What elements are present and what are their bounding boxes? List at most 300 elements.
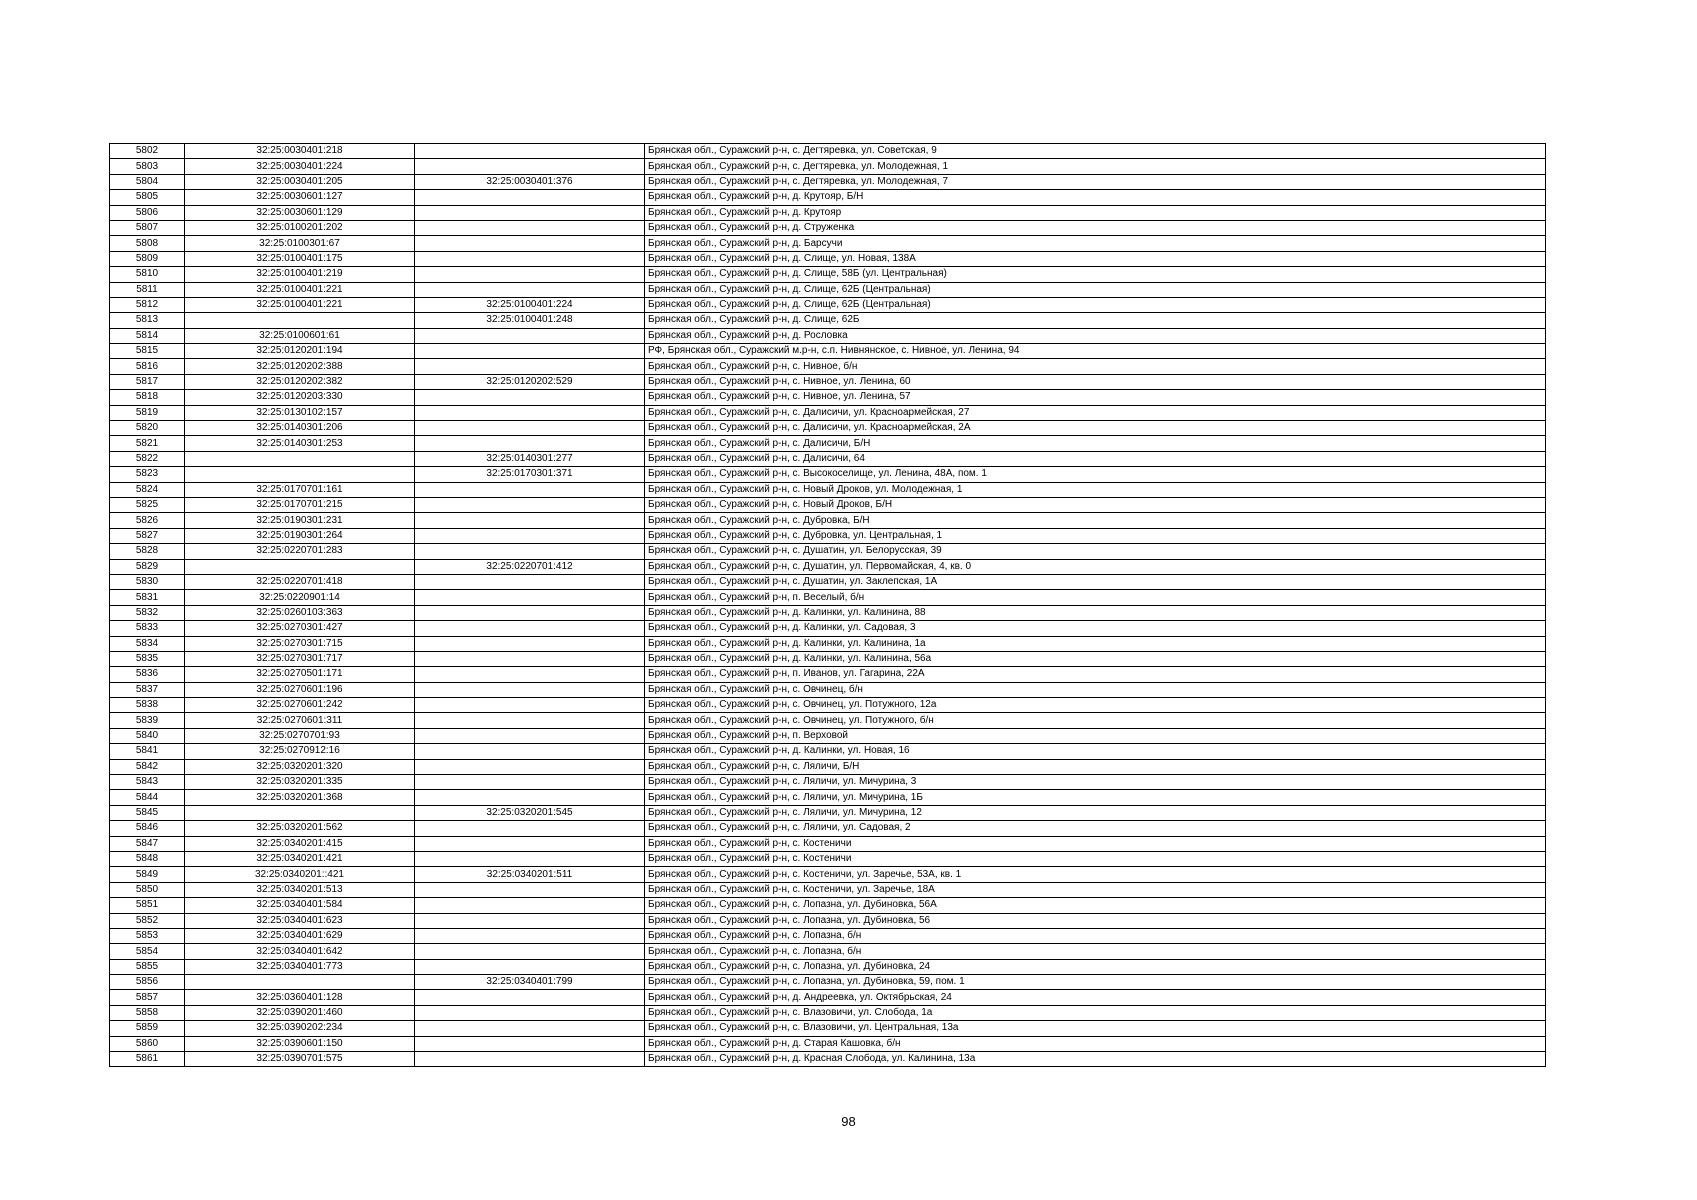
address-cell: Брянская обл., Суражский р-н, д. Крутояр, Б/Н xyxy=(645,190,1546,205)
table-row xyxy=(110,451,1546,466)
secondary-cadastral-number-cell xyxy=(415,482,645,497)
row-number-cell: 5820 xyxy=(110,421,185,436)
row-number-cell: 5846 xyxy=(110,821,185,836)
address-cell: Брянская обл., Суражский р-н, д. Калинки, ул. Калинина, 56а xyxy=(645,651,1546,666)
table-row xyxy=(110,1005,1546,1020)
address-cell: Брянская обл., Суражский р-н, с. Дубровка, Б/Н xyxy=(645,513,1546,528)
table-row xyxy=(110,390,1546,405)
address-cell: Брянская обл., Суражский р-н, с. Лопазна, ул. Дубиновка, 59, пом. 1 xyxy=(645,975,1546,990)
secondary-cadastral-number-cell xyxy=(415,421,645,436)
row-number-cell: 5825 xyxy=(110,497,185,512)
row-number-cell: 5821 xyxy=(110,436,185,451)
table-row xyxy=(110,482,1546,497)
table-row xyxy=(110,313,1546,328)
cadastral-number-cell: 32:25:0340401:584 xyxy=(185,898,415,913)
secondary-cadastral-number-cell xyxy=(415,836,645,851)
secondary-cadastral-number-cell xyxy=(415,390,645,405)
row-number-cell: 5845 xyxy=(110,805,185,820)
address-cell: Брянская обл., Суражский р-н, с. Далисичи, 64 xyxy=(645,451,1546,466)
row-number-cell: 5843 xyxy=(110,775,185,790)
cadastral-number-cell: 32:25:0270601:196 xyxy=(185,682,415,697)
table-row xyxy=(110,1052,1546,1067)
table-row xyxy=(110,713,1546,728)
address-cell: Брянская обл., Суражский р-н, с. Далисичи, Б/Н xyxy=(645,436,1546,451)
secondary-cadastral-number-cell: 32:25:0100401:248 xyxy=(415,313,645,328)
cadastral-number-cell: 32:25:0390202:234 xyxy=(185,1021,415,1036)
table-row xyxy=(110,544,1546,559)
secondary-cadastral-number-cell xyxy=(415,574,645,589)
table-row xyxy=(110,174,1546,189)
row-number-cell: 5834 xyxy=(110,636,185,651)
row-number-cell: 5815 xyxy=(110,344,185,359)
row-number-cell: 5829 xyxy=(110,559,185,574)
cadastral-number-cell: 32:25:0220701:283 xyxy=(185,544,415,559)
secondary-cadastral-number-cell xyxy=(415,744,645,759)
table-row xyxy=(110,928,1546,943)
address-cell: Брянская обл., Суражский р-н, д. Слище, 62Б (Центральная) xyxy=(645,282,1546,297)
row-number-cell: 5818 xyxy=(110,390,185,405)
table-row xyxy=(110,513,1546,528)
secondary-cadastral-number-cell xyxy=(415,728,645,743)
address-cell: Брянская обл., Суражский р-н, с. Ляличи, ул. Мичурина, 12 xyxy=(645,805,1546,820)
row-number-cell: 5848 xyxy=(110,851,185,866)
row-number-cell: 5837 xyxy=(110,682,185,697)
table-row xyxy=(110,297,1546,312)
table-row xyxy=(110,851,1546,866)
row-number-cell: 5812 xyxy=(110,297,185,312)
cadastral-number-cell: 32:25:0320201:562 xyxy=(185,821,415,836)
table-row xyxy=(110,682,1546,697)
secondary-cadastral-number-cell xyxy=(415,882,645,897)
address-cell: Брянская обл., Суражский р-н, д. Красная Слобода, ул. Калинина, 13а xyxy=(645,1052,1546,1067)
secondary-cadastral-number-cell xyxy=(415,698,645,713)
cadastral-number-cell: 32:25:0220701:418 xyxy=(185,574,415,589)
table-row xyxy=(110,574,1546,589)
secondary-cadastral-number-cell xyxy=(415,898,645,913)
row-number-cell: 5806 xyxy=(110,205,185,220)
address-cell: Брянская обл., Суражский р-н, с. Ляличи, Б/Н xyxy=(645,759,1546,774)
address-cell: Брянская обл., Суражский р-н, с. Лопазна, ул. Дубиновка, 24 xyxy=(645,959,1546,974)
row-number-cell: 5811 xyxy=(110,282,185,297)
row-number-cell: 5816 xyxy=(110,359,185,374)
secondary-cadastral-number-cell xyxy=(415,713,645,728)
secondary-cadastral-number-cell: 32:25:0100401:224 xyxy=(415,297,645,312)
address-cell: Брянская обл., Суражский р-н, с. Лопазна, ул. Дубиновка, 56 xyxy=(645,913,1546,928)
address-cell: Брянская обл., Суражский р-н, с. Лопазна, б/н xyxy=(645,928,1546,943)
cadastral-number-cell: 32:25:0170701:215 xyxy=(185,497,415,512)
cadastral-number-cell: 32:25:0340401:623 xyxy=(185,913,415,928)
row-number-cell: 5814 xyxy=(110,328,185,343)
secondary-cadastral-number-cell xyxy=(415,759,645,774)
secondary-cadastral-number-cell xyxy=(415,544,645,559)
address-cell: Брянская обл., Суражский р-н, п. Верховой xyxy=(645,728,1546,743)
row-number-cell: 5847 xyxy=(110,836,185,851)
cadastral-number-cell xyxy=(185,313,415,328)
secondary-cadastral-number-cell xyxy=(415,513,645,528)
secondary-cadastral-number-cell xyxy=(415,251,645,266)
address-cell: Брянская обл., Суражский р-н, д. Калинки, ул. Калинина, 88 xyxy=(645,605,1546,620)
row-number-cell: 5853 xyxy=(110,928,185,943)
cadastral-number-cell: 32:25:0190301:231 xyxy=(185,513,415,528)
secondary-cadastral-number-cell xyxy=(415,775,645,790)
table-row xyxy=(110,1036,1546,1051)
table-row xyxy=(110,744,1546,759)
address-cell: Брянская обл., Суражский р-н, д. Крутояр xyxy=(645,205,1546,220)
cadastral-number-cell: 32:25:0030601:129 xyxy=(185,205,415,220)
address-cell: Брянская обл., Суражский р-н, с. Овчинец, б/н xyxy=(645,682,1546,697)
table-row xyxy=(110,605,1546,620)
row-number-cell: 5823 xyxy=(110,467,185,482)
cadastral-number-cell: 32:25:0340201::421 xyxy=(185,867,415,882)
cadastral-number-cell: 32:25:0030401:205 xyxy=(185,174,415,189)
address-cell: Брянская обл., Суражский р-н, с. Душатин, ул. Белорусская, 39 xyxy=(645,544,1546,559)
secondary-cadastral-number-cell xyxy=(415,590,645,605)
address-cell: Брянская обл., Суражский р-н, с. Далисичи, ул. Красноармейская, 27 xyxy=(645,405,1546,420)
table-row xyxy=(110,636,1546,651)
address-cell: Брянская обл., Суражский р-н, д. Калинки, ул. Калинина, 1а xyxy=(645,636,1546,651)
table-row xyxy=(110,944,1546,959)
table-row xyxy=(110,236,1546,251)
cadastral-number-cell xyxy=(185,559,415,574)
cadastral-number-cell: 32:25:0340201:415 xyxy=(185,836,415,851)
table-row xyxy=(110,559,1546,574)
secondary-cadastral-number-cell xyxy=(415,359,645,374)
row-number-cell: 5838 xyxy=(110,698,185,713)
address-cell: Брянская обл., Суражский р-н, с. Костеничи, ул. Заречье, 18А xyxy=(645,882,1546,897)
secondary-cadastral-number-cell xyxy=(415,159,645,174)
secondary-cadastral-number-cell xyxy=(415,405,645,420)
cadastral-number-cell xyxy=(185,975,415,990)
row-number-cell: 5802 xyxy=(110,144,185,159)
cadastral-number-cell: 32:25:0320201:335 xyxy=(185,775,415,790)
address-cell: Брянская обл., Суражский р-н, п. Веселый, б/н xyxy=(645,590,1546,605)
address-cell: Брянская обл., Суражский р-н, с. Овчинец, ул. Потужного, б/н xyxy=(645,713,1546,728)
secondary-cadastral-number-cell xyxy=(415,605,645,620)
address-cell: Брянская обл., Суражский р-н, д. Струженка xyxy=(645,220,1546,235)
cadastral-number-cell: 32:25:0320201:320 xyxy=(185,759,415,774)
address-cell: Брянская обл., Суражский р-н, д. Калинки, ул. Новая, 16 xyxy=(645,744,1546,759)
cadastral-number-cell: 32:25:0220901:14 xyxy=(185,590,415,605)
secondary-cadastral-number-cell xyxy=(415,1005,645,1020)
cadastral-number-cell: 32:25:0270301:717 xyxy=(185,651,415,666)
row-number-cell: 5858 xyxy=(110,1005,185,1020)
secondary-cadastral-number-cell xyxy=(415,205,645,220)
address-cell: Брянская обл., Суражский р-н, с. Костеничи xyxy=(645,836,1546,851)
cadastral-number-cell: 32:25:0270912:16 xyxy=(185,744,415,759)
row-number-cell: 5857 xyxy=(110,990,185,1005)
row-number-cell: 5830 xyxy=(110,574,185,589)
table-row xyxy=(110,759,1546,774)
row-number-cell: 5835 xyxy=(110,651,185,666)
secondary-cadastral-number-cell xyxy=(415,944,645,959)
cadastral-number-cell: 32:25:0030401:218 xyxy=(185,144,415,159)
cadastral-number-cell: 32:25:0100401:221 xyxy=(185,297,415,312)
address-cell: Брянская обл., Суражский р-н, д. Старая Кашовка, б/н xyxy=(645,1036,1546,1051)
address-cell: Брянская обл., Суражский р-н, с. Лопазна, б/н xyxy=(645,944,1546,959)
address-cell: Брянская обл., Суражский р-н, с. Лопазна, ул. Дубиновка, 56А xyxy=(645,898,1546,913)
secondary-cadastral-number-cell xyxy=(415,328,645,343)
address-cell: Брянская обл., Суражский р-н, д. Рословка xyxy=(645,328,1546,343)
secondary-cadastral-number-cell xyxy=(415,344,645,359)
address-cell: Брянская обл., Суражский р-н, с. Нивное, ул. Ленина, 60 xyxy=(645,374,1546,389)
cadastral-number-cell: 32:25:0390701:575 xyxy=(185,1052,415,1067)
address-cell: Брянская обл., Суражский р-н, с. Костеничи, ул. Заречье, 53А, кв. 1 xyxy=(645,867,1546,882)
row-number-cell: 5817 xyxy=(110,374,185,389)
address-cell: Брянская обл., Суражский р-н, с. Ляличи, ул. Садовая, 2 xyxy=(645,821,1546,836)
secondary-cadastral-number-cell xyxy=(415,282,645,297)
secondary-cadastral-number-cell: 32:25:0340401:799 xyxy=(415,975,645,990)
cadastral-number-cell: 32:25:0120201:194 xyxy=(185,344,415,359)
row-number-cell: 5842 xyxy=(110,759,185,774)
address-cell: Брянская обл., Суражский р-н, д. Барсучи xyxy=(645,236,1546,251)
row-number-cell: 5831 xyxy=(110,590,185,605)
cadastral-number-cell: 32:25:0190301:264 xyxy=(185,528,415,543)
address-cell: Брянская обл., Суражский р-н, д. Калинки, ул. Садовая, 3 xyxy=(645,621,1546,636)
cadastral-number-cell: 32:25:0270301:715 xyxy=(185,636,415,651)
secondary-cadastral-number-cell xyxy=(415,928,645,943)
page-number: 98 xyxy=(841,1114,856,1129)
cadastral-number-cell: 32:25:0100401:175 xyxy=(185,251,415,266)
table-row xyxy=(110,790,1546,805)
address-cell: Брянская обл., Суражский р-н, с. Ляличи, ул. Мичурина, 1Б xyxy=(645,790,1546,805)
secondary-cadastral-number-cell: 32:25:0340201:511 xyxy=(415,867,645,882)
secondary-cadastral-number-cell xyxy=(415,621,645,636)
table-row xyxy=(110,220,1546,235)
registry-table-body xyxy=(110,144,1546,1067)
address-cell: Брянская обл., Суражский р-н, с. Костеничи xyxy=(645,851,1546,866)
secondary-cadastral-number-cell xyxy=(415,636,645,651)
address-cell: Брянская обл., Суражский р-н, с. Высокоселище, ул. Ленина, 48А, пом. 1 xyxy=(645,467,1546,482)
row-number-cell: 5807 xyxy=(110,220,185,235)
cadastral-number-cell: 32:25:0270601:311 xyxy=(185,713,415,728)
secondary-cadastral-number-cell xyxy=(415,497,645,512)
cadastral-number-cell: 32:25:0340401:642 xyxy=(185,944,415,959)
address-cell: Брянская обл., Суражский р-н, д. Слище, ул. Новая, 138А xyxy=(645,251,1546,266)
cadastral-number-cell: 32:25:0340201:513 xyxy=(185,882,415,897)
table-row xyxy=(110,836,1546,851)
address-cell: Брянская обл., Суражский р-н, с. Дегтяревка, ул. Советская, 9 xyxy=(645,144,1546,159)
secondary-cadastral-number-cell: 32:25:0120202:529 xyxy=(415,374,645,389)
cadastral-number-cell: 32:25:0390201:460 xyxy=(185,1005,415,1020)
address-cell: Брянская обл., Суражский р-н, д. Слище, 58Б (ул. Центральная) xyxy=(645,267,1546,282)
row-number-cell: 5822 xyxy=(110,451,185,466)
secondary-cadastral-number-cell: 32:25:0030401:376 xyxy=(415,174,645,189)
secondary-cadastral-number-cell xyxy=(415,790,645,805)
cadastral-number-cell: 32:25:0100601:61 xyxy=(185,328,415,343)
table-row xyxy=(110,436,1546,451)
secondary-cadastral-number-cell xyxy=(415,959,645,974)
secondary-cadastral-number-cell xyxy=(415,190,645,205)
address-cell: РФ, Брянская обл., Суражский м.р-н, с.п. Нивнянское, с. Нивное, ул. Ленина, 94 xyxy=(645,344,1546,359)
table-row xyxy=(110,590,1546,605)
table-row xyxy=(110,913,1546,928)
secondary-cadastral-number-cell xyxy=(415,1052,645,1067)
table-row xyxy=(110,698,1546,713)
row-number-cell: 5839 xyxy=(110,713,185,728)
table-row xyxy=(110,374,1546,389)
address-cell: Брянская обл., Суражский р-н, с. Новый Дроков, Б/Н xyxy=(645,497,1546,512)
secondary-cadastral-number-cell: 32:25:0140301:277 xyxy=(415,451,645,466)
row-number-cell: 5855 xyxy=(110,959,185,974)
row-number-cell: 5833 xyxy=(110,621,185,636)
cadastral-number-cell xyxy=(185,467,415,482)
table-row xyxy=(110,821,1546,836)
address-cell: Брянская обл., Суражский р-н, с. Нивное, б/н xyxy=(645,359,1546,374)
table-row xyxy=(110,405,1546,420)
table-row xyxy=(110,328,1546,343)
row-number-cell: 5832 xyxy=(110,605,185,620)
secondary-cadastral-number-cell xyxy=(415,990,645,1005)
secondary-cadastral-number-cell xyxy=(415,220,645,235)
cadastral-number-cell: 32:25:0390601:150 xyxy=(185,1036,415,1051)
row-number-cell: 5841 xyxy=(110,744,185,759)
cadastral-number-cell: 32:25:0270701:93 xyxy=(185,728,415,743)
cadastral-number-cell: 32:25:0120202:382 xyxy=(185,374,415,389)
table-row xyxy=(110,1021,1546,1036)
cadastral-number-cell: 32:25:0140301:253 xyxy=(185,436,415,451)
cadastral-number-cell: 32:25:0320201:368 xyxy=(185,790,415,805)
secondary-cadastral-number-cell xyxy=(415,144,645,159)
cadastral-number-cell: 32:25:0340401:773 xyxy=(185,959,415,974)
table-row xyxy=(110,359,1546,374)
row-number-cell: 5860 xyxy=(110,1036,185,1051)
secondary-cadastral-number-cell xyxy=(415,913,645,928)
table-row xyxy=(110,867,1546,882)
cadastral-number-cell: 32:25:0120203:330 xyxy=(185,390,415,405)
cadastral-number-cell: 32:25:0170701:161 xyxy=(185,482,415,497)
table-row xyxy=(110,528,1546,543)
cadastral-number-cell: 32:25:0100301:67 xyxy=(185,236,415,251)
row-number-cell: 5809 xyxy=(110,251,185,266)
row-number-cell: 5836 xyxy=(110,667,185,682)
secondary-cadastral-number-cell xyxy=(415,236,645,251)
cadastral-number-cell: 32:25:0130102:157 xyxy=(185,405,415,420)
secondary-cadastral-number-cell: 32:25:0320201:545 xyxy=(415,805,645,820)
table-row xyxy=(110,651,1546,666)
address-cell: Брянская обл., Суражский р-н, с. Душатин, ул. Первомайская, 4, кв. 0 xyxy=(645,559,1546,574)
cadastral-number-cell: 32:25:0030401:224 xyxy=(185,159,415,174)
cadastral-number-cell xyxy=(185,805,415,820)
row-number-cell: 5851 xyxy=(110,898,185,913)
secondary-cadastral-number-cell xyxy=(415,528,645,543)
address-cell: Брянская обл., Суражский р-н, д. Слище, 62Б (Центральная) xyxy=(645,297,1546,312)
row-number-cell: 5861 xyxy=(110,1052,185,1067)
table-row xyxy=(110,282,1546,297)
table-row xyxy=(110,205,1546,220)
address-cell: Брянская обл., Суражский р-н, с. Далисичи, ул. Красноармейская, 2А xyxy=(645,421,1546,436)
secondary-cadastral-number-cell xyxy=(415,682,645,697)
row-number-cell: 5808 xyxy=(110,236,185,251)
cadastral-number-cell xyxy=(185,451,415,466)
row-number-cell: 5854 xyxy=(110,944,185,959)
secondary-cadastral-number-cell: 32:25:0170301:371 xyxy=(415,467,645,482)
registry-table xyxy=(109,143,1546,1067)
cadastral-number-cell: 32:25:0100201:202 xyxy=(185,220,415,235)
row-number-cell: 5804 xyxy=(110,174,185,189)
table-row xyxy=(110,990,1546,1005)
row-number-cell: 5810 xyxy=(110,267,185,282)
address-cell: Брянская обл., Суражский р-н, с. Влазовичи, ул. Центральная, 13а xyxy=(645,1021,1546,1036)
table-row xyxy=(110,497,1546,512)
address-cell: Брянская обл., Суражский р-н, с. Дегтяревка, ул. Молодежная, 1 xyxy=(645,159,1546,174)
secondary-cadastral-number-cell xyxy=(415,821,645,836)
row-number-cell: 5852 xyxy=(110,913,185,928)
cadastral-number-cell: 32:25:0340201:421 xyxy=(185,851,415,866)
table-row xyxy=(110,421,1546,436)
table-row xyxy=(110,144,1546,159)
table-row xyxy=(110,190,1546,205)
cadastral-number-cell: 32:25:0030601:127 xyxy=(185,190,415,205)
address-cell: Брянская обл., Суражский р-н, с. Дубровка, ул. Центральная, 1 xyxy=(645,528,1546,543)
table-row xyxy=(110,959,1546,974)
address-cell: Брянская обл., Суражский р-н, с. Новый Дроков, ул. Молодежная, 1 xyxy=(645,482,1546,497)
secondary-cadastral-number-cell xyxy=(415,1021,645,1036)
row-number-cell: 5805 xyxy=(110,190,185,205)
secondary-cadastral-number-cell xyxy=(415,436,645,451)
secondary-cadastral-number-cell xyxy=(415,667,645,682)
table-row xyxy=(110,975,1546,990)
table-row xyxy=(110,267,1546,282)
address-cell: Брянская обл., Суражский р-н, д. Слище, 62Б xyxy=(645,313,1546,328)
cadastral-number-cell: 32:25:0140301:206 xyxy=(185,421,415,436)
row-number-cell: 5824 xyxy=(110,482,185,497)
table-row xyxy=(110,344,1546,359)
secondary-cadastral-number-cell xyxy=(415,1036,645,1051)
cadastral-number-cell: 32:25:0340401:629 xyxy=(185,928,415,943)
address-cell: Брянская обл., Суражский р-н, с. Нивное, ул. Ленина, 57 xyxy=(645,390,1546,405)
cadastral-number-cell: 32:25:0270501:171 xyxy=(185,667,415,682)
address-cell: Брянская обл., Суражский р-н, с. Ляличи, ул. Мичурина, 3 xyxy=(645,775,1546,790)
table-row xyxy=(110,882,1546,897)
table-row xyxy=(110,805,1546,820)
table-row xyxy=(110,159,1546,174)
row-number-cell: 5850 xyxy=(110,882,185,897)
address-cell: Брянская обл., Суражский р-н, с. Влазовичи, ул. Слобода, 1а xyxy=(645,1005,1546,1020)
table-row xyxy=(110,898,1546,913)
row-number-cell: 5803 xyxy=(110,159,185,174)
cadastral-number-cell: 32:25:0270601:242 xyxy=(185,698,415,713)
table-row xyxy=(110,667,1546,682)
table-row xyxy=(110,775,1546,790)
row-number-cell: 5844 xyxy=(110,790,185,805)
cadastral-number-cell: 32:25:0360401:128 xyxy=(185,990,415,1005)
address-cell: Брянская обл., Суражский р-н, с. Душатин, ул. Заклепская, 1А xyxy=(645,574,1546,589)
row-number-cell: 5828 xyxy=(110,544,185,559)
cadastral-number-cell: 32:25:0260103:363 xyxy=(185,605,415,620)
row-number-cell: 5856 xyxy=(110,975,185,990)
address-cell: Брянская обл., Суражский р-н, п. Иванов, ул. Гагарина, 22А xyxy=(645,667,1546,682)
secondary-cadastral-number-cell xyxy=(415,651,645,666)
cadastral-number-cell: 32:25:0120202:388 xyxy=(185,359,415,374)
address-cell: Брянская обл., Суражский р-н, с. Дегтяревка, ул. Молодежная, 7 xyxy=(645,174,1546,189)
row-number-cell: 5840 xyxy=(110,728,185,743)
cadastral-number-cell: 32:25:0100401:219 xyxy=(185,267,415,282)
secondary-cadastral-number-cell xyxy=(415,851,645,866)
row-number-cell: 5827 xyxy=(110,528,185,543)
table-row xyxy=(110,251,1546,266)
row-number-cell: 5813 xyxy=(110,313,185,328)
secondary-cadastral-number-cell: 32:25:0220701:412 xyxy=(415,559,645,574)
row-number-cell: 5859 xyxy=(110,1021,185,1036)
table-row xyxy=(110,621,1546,636)
row-number-cell: 5826 xyxy=(110,513,185,528)
table-row xyxy=(110,467,1546,482)
address-cell: Брянская обл., Суражский р-н, с. Овчинец, ул. Потужного, 12а xyxy=(645,698,1546,713)
address-cell: Брянская обл., Суражский р-н, д. Андреевка, ул. Октябрьская, 24 xyxy=(645,990,1546,1005)
cadastral-number-cell: 32:25:0270301:427 xyxy=(185,621,415,636)
table-row xyxy=(110,728,1546,743)
row-number-cell: 5849 xyxy=(110,867,185,882)
